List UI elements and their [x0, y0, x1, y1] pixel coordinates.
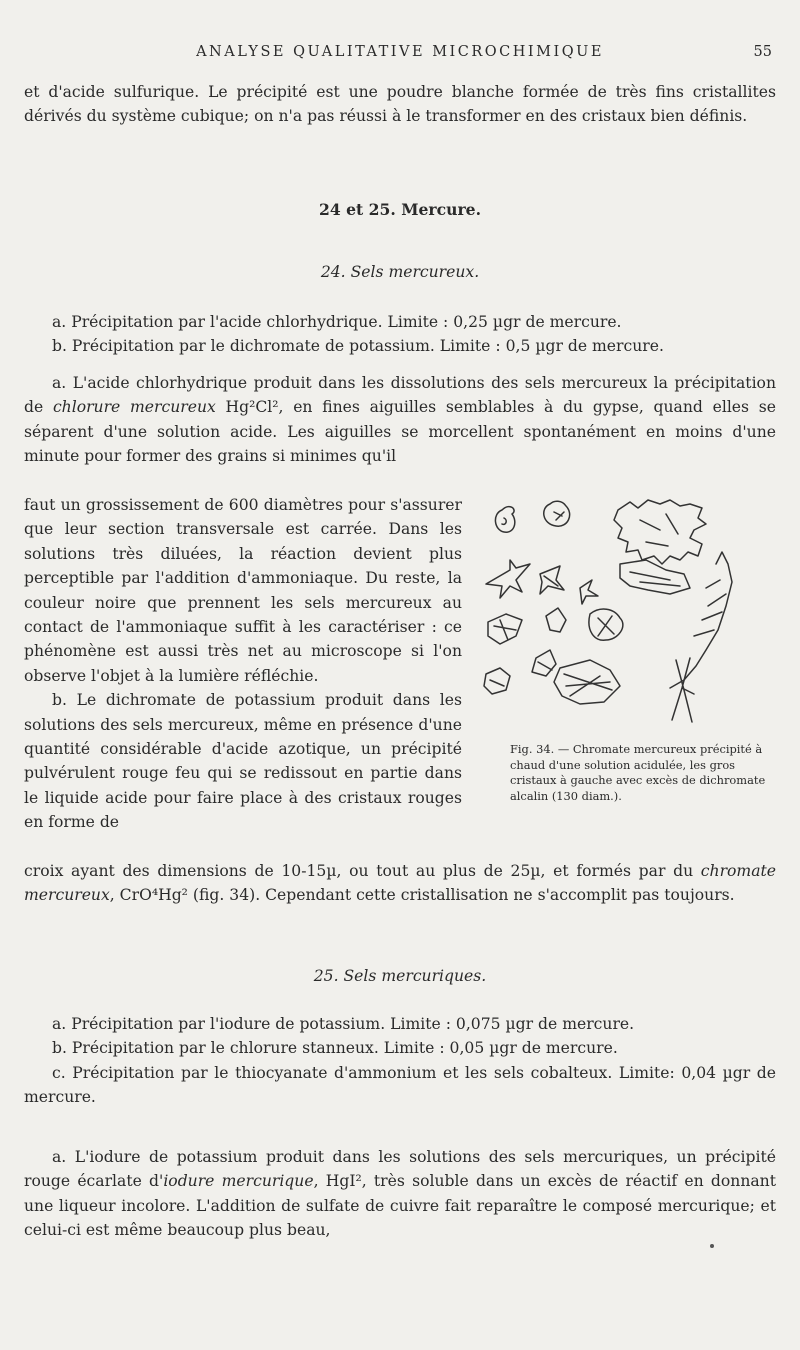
running-head-title: ANALYSE QUALITATIVE MICROCHIMIQUE: [196, 44, 604, 60]
printer-mark: [710, 1244, 714, 1248]
crystal-rosette-1: [495, 507, 514, 533]
method-25a: a. Précipitation par l'iodure de potassium. Limite : 0,075 µgr de mercure.: [52, 1015, 635, 1033]
para-24a-term: chlorure mercureux: [52, 398, 216, 417]
crystal-small-cross: [580, 580, 598, 604]
crystal-fan: [554, 660, 620, 704]
para-24b-wrap: b. Le dichromate de potassium produit dans les solutions des sels mercureux, même en présence d'une quantité considérable d'acide azotique, un précipité pulvérulent rouge feu qui se redissout en partie dans le liquide acide pour faire place à des cristaux rouges en forme de: [24, 691, 462, 832]
para-24a-part1: a. L'acide chlorhydrique produit dans les dissolutions des sels mercureux la précipitation de: [24, 374, 776, 417]
method-24b: b. Précipitation par le dichromate de potassium. Limite : 0,5 µgr de mercure.: [52, 337, 664, 356]
method-24a: a. Précipitation par l'acide chlorhydrique. Limite : 0,25 µgr de mercure.: [52, 313, 622, 331]
subsection-24-title: [24, 260, 776, 284]
crystal-box: [532, 650, 556, 676]
subsection-24-methods: [24, 310, 776, 359]
page-number: 55: [753, 44, 772, 60]
para-25a-part2: , HgI², très soluble dans un excès de réactif en donnant une liqueur incolore. L'addition de sulfate de cuivre fait reparaître le composé mercurique; et celui-ci est même beaucoup plus beau,: [24, 1172, 776, 1240]
section-title: 24 et 25. Mercure.: [318, 200, 482, 219]
figure-34-crystals: [470, 490, 790, 740]
wrapped-column: [24, 493, 462, 835]
crystal-cross-1: [486, 560, 530, 598]
intro-text: et d'acide sulfurique. Le précipité est une poudre blanche formée de très fins cristallites dérivés du système cubique; on n'a pas réussi à le transformer en des cristaux bien définis.: [24, 83, 776, 126]
para-24a-part2: Hg²Cl², en fines aiguilles semblables à du gypse, quand elles se séparent d'une solution acide. Les aiguilles se morcellent spontanément en moins d'une minute pour former des grains si minimes qu'il: [24, 398, 776, 466]
para-24b-term: chromate mercureux: [24, 862, 776, 905]
intro-paragraph: [24, 80, 776, 129]
para-24a-wrap: faut un grossissement de 600 diamètres pour s'assurer que leur section transversale est carrée. Dans les solutions très diluées, la réaction devient plus perceptible par l'addition d'ammoniaque. Du reste, la couleur noire que prennent les sels mercureux au contact de l'ammoniaque suffit à les caractériser : ce phénomène est aussi très net au microscope si l'on observe l'objet à la lumière réfléchie.: [24, 496, 462, 685]
paragraph-24b-continued: [24, 859, 776, 908]
method-25b: b. Précipitation par le chlorure stanneux. Limite : 0,05 µgr de mercure.: [52, 1039, 618, 1058]
crystal-aggregate: [620, 560, 690, 594]
method-25c: c. Précipitation par le thiocyanate d'ammonium et les sels cobalteux. Limite: 0,04 µgr de mercure.: [24, 1063, 776, 1107]
crystal-small-tablet: [546, 608, 566, 632]
crystal-star: [589, 609, 623, 640]
subsection-25-title-text: 25. Sels mercuriques.: [313, 967, 487, 985]
subsection-25-title: [24, 964, 776, 988]
crystal-star-2: [484, 668, 510, 694]
subsection-25-methods: [24, 1012, 776, 1110]
para-24b-part2: , CrO⁴Hg² (fig. 34). Cependant cette cristallisation ne s'accomplit pas toujours.: [109, 886, 735, 905]
crystal-cross-2: [540, 566, 564, 594]
crystal-large-cluster: [614, 500, 706, 564]
crystal-x-needles: [672, 658, 694, 722]
paragraph-25a: [24, 1145, 776, 1243]
para-24b-part1: croix ayant des dimensions de 10-15µ, ou tout au plus de 25µ, et formés par du: [24, 862, 701, 880]
crystal-tablet: [488, 614, 522, 644]
figure-caption: Fig. 34. — Chromate mercureux précipité à chaud d'une solution acidulée, les gros cristaux à gauche avec excès de dichromate alcalin (130 diam.).: [510, 742, 766, 803]
paragraph-24a-full: [24, 371, 776, 469]
para-25a-term: iodure mercurique: [163, 1172, 314, 1191]
subsection-24-title-text: 24. Sels mercureux.: [320, 263, 480, 281]
running-head: [0, 44, 800, 64]
para-25a-part1: a. L'iodure de potassium produit dans les solutions des sels mercuriques, un précipité rouge écarlate d': [24, 1148, 776, 1191]
crystal-rosette-2: [544, 501, 570, 526]
